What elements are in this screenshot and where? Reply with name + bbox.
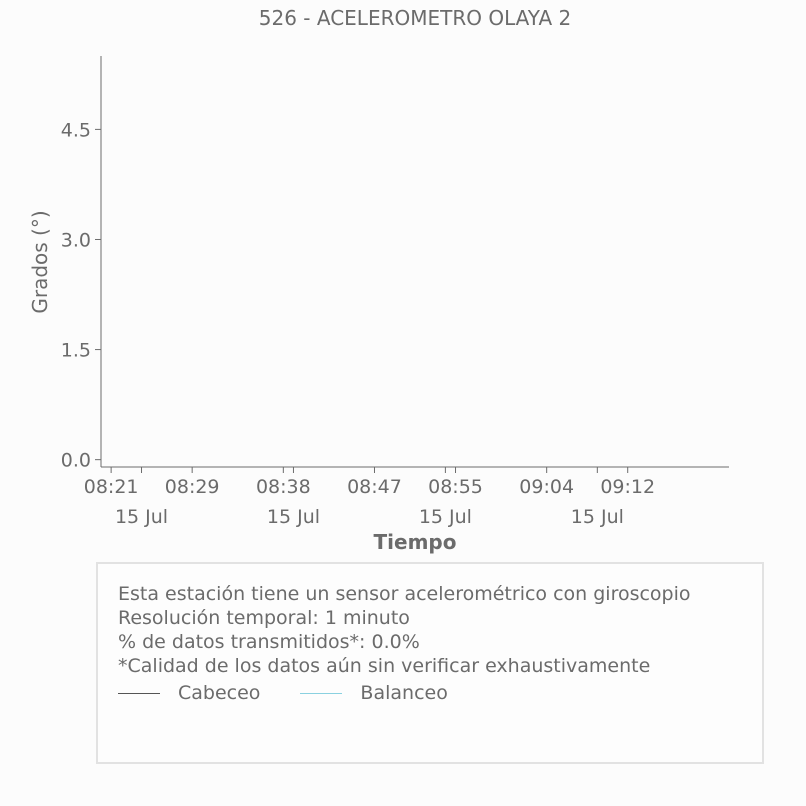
legend-label: Cabeceo [178, 682, 261, 704]
x-tick-label: 08:55 [428, 476, 483, 498]
axes [61, 56, 729, 528]
legend-swatch [118, 693, 160, 694]
chart-title: 526 - ACELEROMETRO OLAYA 2 [258, 6, 572, 30]
legend-info-line: % de datos transmitidos*: 0.0% [118, 631, 420, 653]
x-date-label: 15 Jul [418, 506, 472, 528]
legend-box [96, 562, 764, 764]
x-date-label: 15 Jul [570, 506, 624, 528]
y-tick-label: 0.0 [60, 449, 91, 472]
legend-label: Balanceo [360, 682, 448, 704]
x-tick-label: 09:12 [600, 476, 656, 498]
legend-entry-cabeceo[interactable] [118, 682, 260, 704]
legend-info [118, 582, 691, 678]
x-tick-label: 08:29 [164, 476, 220, 498]
legend-series [118, 682, 488, 704]
y-tick-label: 4.5 [60, 119, 91, 142]
legend-info-line: Resolución temporal: 1 minuto [118, 607, 410, 629]
y-tick-label: 1.5 [60, 339, 91, 362]
x-tick-label: 08:38 [255, 476, 311, 498]
y-tick-label: 3.0 [60, 229, 91, 252]
x-axis-label: Tiempo [373, 530, 457, 554]
y-axis-label: Grados (°) [28, 210, 52, 314]
legend-info-line: *Calidad de los datos aún sin verificar exhaustivamente [118, 655, 651, 677]
x-date-label: 15 Jul [114, 506, 169, 528]
x-date-label: 15 Jul [266, 506, 321, 528]
x-tick-label: 09:04 [519, 476, 575, 498]
x-tick-label: 08:47 [347, 476, 402, 498]
legend-entry-balanceo[interactable] [300, 682, 447, 704]
x-tick-label: 08:21 [83, 476, 139, 498]
legend-swatch [300, 693, 342, 694]
legend-info-line: Esta estación tiene un sensor acelerométrico con giroscopio [118, 583, 691, 605]
